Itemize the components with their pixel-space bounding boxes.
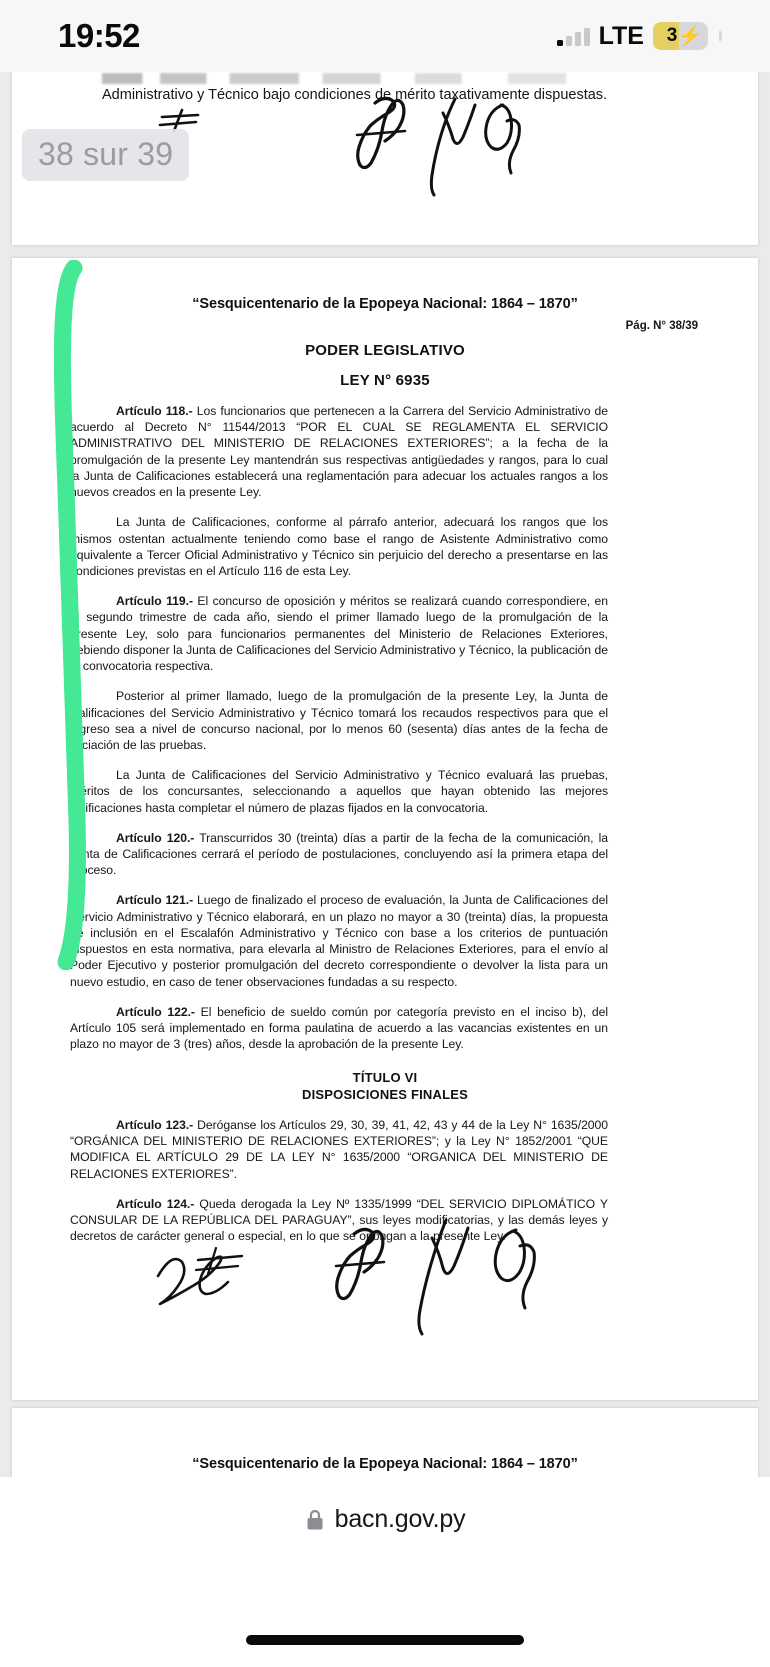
article-text: Los funcionarios que pertenecen a la Carrera del Servicio Administrativo de acuerdo al Decreto N° 11544/2013 “POR EL CUAL SE REGLAMENTA EL SERVICIO ADMINISTRATIVO DEL MINISTERIO DE RELACIONES EXTERIORES”; a la fecha de la promulgación de la presente Ley mantendrán sus respectivas antigüedades y rangos, para lo cual la Junta de Calificaciones establecerá una reglamentación para adecuar los actuales rangos a los nuevos creados en la presente Ley. xyxy=(70,404,608,500)
battery-percent-label xyxy=(667,24,708,48)
article-paragraph xyxy=(70,1196,608,1245)
article-text: La Junta de Calificaciones del Servicio Administrativo y Técnico evaluará las pruebas, méritos de los concursantes, seleccionando a aquellos que hayan obtenido las mejores calificaciones hasta completar el número de plazas fijados en la convocatoria. xyxy=(70,768,608,815)
status-bar-indicators xyxy=(557,22,722,51)
page-content xyxy=(12,258,758,1244)
body-paragraph xyxy=(70,514,608,579)
pdf-page-next xyxy=(12,1408,758,1477)
article-paragraph xyxy=(70,1117,608,1182)
network-type-label: LTE xyxy=(598,21,644,50)
status-bar-clock: 19:52 xyxy=(58,17,140,54)
cellular-signal-icon xyxy=(557,27,590,46)
faded-text-line xyxy=(102,73,682,84)
article-text: Queda derogada la Ley Nº 1335/1999 “DEL SERVICIO DIPLOMÁTICO Y CONSULAR DE LA REPÚBLICA DEL PARAGUAY”, sus leyes modificatorias, y las demás leyes y decretos de carácter general o especial, en lo que se opongan a la presente Ley. xyxy=(70,1196,608,1244)
article-paragraph xyxy=(70,403,608,500)
section-heading xyxy=(68,1070,702,1103)
document-branch-heading: PODER LEGISLATIVO xyxy=(305,342,465,359)
document-page-number: Pág. N° 38/39 xyxy=(625,320,698,332)
document-law-number: LEY N° 6935 xyxy=(340,372,430,389)
article-text: El beneficio de sueldo común por categoría previsto en el inciso b), del Artículo 105 será implementado en forma paulatina de acuerdo a las vacancias existentes en un plazo no mayor de 3 (tres) años, desde la aprobación de la presente Ley. xyxy=(70,1004,608,1052)
status-bar xyxy=(0,0,770,72)
article-paragraph xyxy=(70,1004,608,1053)
url-text: bacn.gov.py xyxy=(334,1505,466,1533)
page-position-indicator: 38 sur 39 xyxy=(22,129,189,181)
charging-bolt-icon: ⚡ xyxy=(678,26,702,47)
article-list-upper xyxy=(70,403,608,1052)
next-page-header-title: “Sesquicentenario de la Epopeya Nacional: 1864 – 1870” xyxy=(192,1456,578,1472)
article-label: Artículo 119.- xyxy=(116,594,193,609)
battery-cap-icon xyxy=(719,31,722,41)
article-list-lower xyxy=(70,1117,608,1245)
lock-icon xyxy=(305,1508,325,1532)
pdf-page-current xyxy=(12,258,758,1400)
battery-percent-value: 3 xyxy=(666,25,678,46)
home-indicator[interactable] xyxy=(246,1635,524,1645)
body-paragraph xyxy=(70,767,608,816)
address-bar[interactable] xyxy=(305,1505,466,1534)
section-heading-line-1: TÍTULO VI xyxy=(352,1070,418,1086)
article-text: La Junta de Calificaciones, conforme al párrafo anterior, adecuará los rangos que los mismos ostentan actualmente teniendo como base el rango de Asistente Administrativo como equivalente a Tercer Oficial Administrativo y Técnico sin perjuicio del derecho a presentarse en las condiciones previstas en el Artículo 116 de esta Ley. xyxy=(70,515,608,578)
pdf-viewer-scroll-area[interactable] xyxy=(0,72,770,1477)
article-text: Deróganse los Artículos 29, 30, 39, 41, 42, 43 y 44 de la Ley N° 1635/2000 “ORGÁNICA DEL MINISTERIO DE RELACIONES EXTERIORES”; y la Ley N° 1852/2001 “QUE MODIFICA EL ARTÍCULO 29 DE LA LEY N° 1635/2000 “ORGANICA DEL MINISTERIO DE RELACIONES EXTERIORES”. xyxy=(70,1117,608,1181)
document-header-title: “Sesquicentenario de la Epopeya Nacional: 1864 – 1870” xyxy=(192,296,578,312)
article-label: Artículo 118.- xyxy=(116,404,193,418)
article-label: Artículo 124.- xyxy=(116,1196,195,1211)
article-label: Artículo 122.- xyxy=(116,1004,195,1019)
article-text: Posterior al primer llamado, luego de la promulgación de la presente Ley, la Junta de Calificaciones del Servicio Administrativo y Técnico tomará los recaudos respectivos para que el ingreso sea a nivel de concurso nacional, por lo menos 60 (sesenta) días antes de la fecha de iniciación de las pruebas. xyxy=(70,689,608,752)
article-label: Artículo 123.- xyxy=(116,1117,194,1132)
battery-icon xyxy=(653,22,708,50)
article-paragraph xyxy=(70,892,608,989)
body-paragraph xyxy=(70,688,608,753)
article-label: Artículo 120.- xyxy=(116,830,195,845)
article-paragraph xyxy=(70,593,608,674)
article-text: El concurso de oposición y méritos se realizará cuando correspondiere, en el segundo trimestre de cada año, siendo el primer llamado luego de la promulgación de la presente Ley, solo para funcionarios permanentes del Ministerio de Relaciones Exteriores, debiendo disponer la Junta de Calificaciones del Servicio Administrativo y Técnico, la publicación de la convocatoria respectiva. xyxy=(70,594,608,674)
article-text: Luego de finalizado el proceso de evaluación, la Junta de Calificaciones del Servicio Administrativo y Técnico elaborará, en un plazo no mayor a 30 (treinta) días, la propuesta de inclusión en el Escalafón Administrativo y Técnico con base a los criterios de puntuación dispuestos en esta normativa, para elevarla al Ministro de Relaciones Exteriores, para el envío al Poder Ejecutivo y posterior promulgación del decreto correspondiente o devolver la lista para un nuevo estudio, en caso de tener observaciones fundadas a su respecto. xyxy=(70,893,608,989)
article-paragraph xyxy=(70,830,608,879)
browser-bottom-bar xyxy=(0,1477,770,1667)
article-text: Transcurridos 30 (treinta) días a partir de la fecha de la comunicación, la Junta de Calificaciones cerrará el período de postulaciones, concluyendo así la primera etapa del proceso. xyxy=(70,830,608,878)
previous-page-text: Administrativo y Técnico bajo condiciones de mérito taxativamente dispuestas. xyxy=(102,87,608,103)
section-heading-line-2: DISPOSICIONES FINALES xyxy=(301,1086,468,1102)
article-label: Artículo 121.- xyxy=(116,893,194,908)
signature-group-previous-page xyxy=(267,91,557,211)
